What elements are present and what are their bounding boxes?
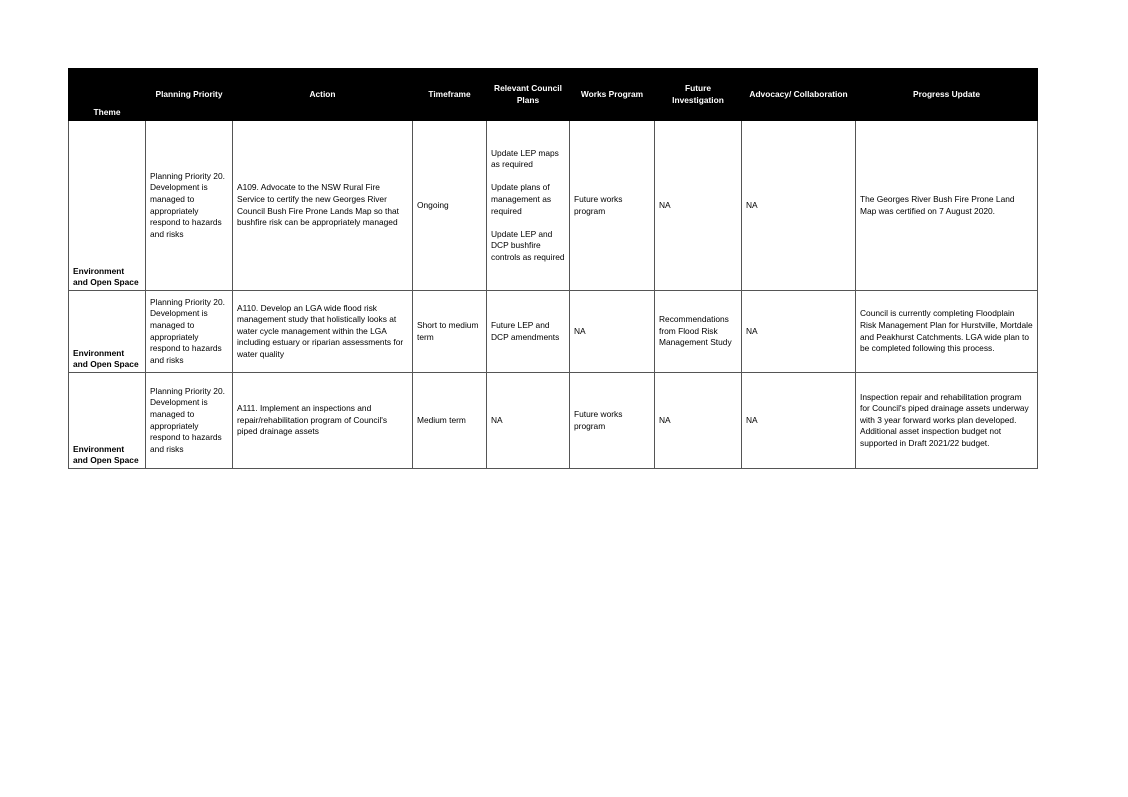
table-body xyxy=(69,121,1038,469)
advocacy-collaboration-cell: NA xyxy=(742,373,856,469)
relevant-council-plans-cell xyxy=(487,373,570,469)
header-future-investigation: Future Investigation xyxy=(655,69,742,121)
timeframe-cell: Ongoing xyxy=(413,121,487,291)
theme-cell: Environment and Open Space xyxy=(69,121,146,291)
progress-update-cell: The Georges River Bush Fire Prone Land Map was certified on 7 August 2020. xyxy=(856,121,1038,291)
header-progress-update: Progress Update xyxy=(856,69,1038,121)
header-planning-priority: Planning Priority xyxy=(146,69,233,121)
planning-priority-cell: Planning Priority 20. Development is managed to appropriately respond to hazards and risks xyxy=(146,373,233,469)
header-theme: Theme xyxy=(69,69,146,121)
plan-item: NA xyxy=(491,414,503,425)
header-relevant-council-plans: Relevant Council Plans xyxy=(487,69,570,121)
action-cell: A109. Advocate to the NSW Rural Fire Service to certify the new Georges River Council Bush Fire Prone Lands Map so that bushfire risk can be appropriately managed xyxy=(233,121,413,291)
council-action-plan-table xyxy=(68,68,1038,469)
table-row xyxy=(69,121,1038,291)
future-investigation-cell: NA xyxy=(655,121,742,291)
header-advocacy-collaboration: Advocacy/ Collaboration xyxy=(742,69,856,121)
planning-priority-cell: Planning Priority 20. Development is managed to appropriately respond to hazards and risks xyxy=(146,291,233,373)
works-program-cell: NA xyxy=(570,291,655,373)
action-cell: A110. Develop an LGA wide flood risk management study that holistically looks at water cycle management within the LGA including estuary or riparian assessments for water quality xyxy=(233,291,413,373)
table-header xyxy=(69,69,1038,121)
table-row xyxy=(69,373,1038,469)
theme-cell: Environment and Open Space xyxy=(69,373,146,469)
action-cell: A111. Implement an inspections and repair/rehabilitation program of Council's piped drainage assets xyxy=(233,373,413,469)
header-works-program: Works Program xyxy=(570,69,655,121)
advocacy-collaboration-cell: NA xyxy=(742,291,856,373)
relevant-council-plans-cell xyxy=(487,291,570,373)
header-row xyxy=(69,69,1038,121)
header-timeframe: Timeframe xyxy=(413,69,487,121)
plan-item: Update LEP maps as required xyxy=(491,147,559,170)
table-row xyxy=(69,291,1038,373)
timeframe-cell: Short to medium term xyxy=(413,291,487,373)
header-action: Action xyxy=(233,69,413,121)
future-investigation-cell: Recommendations from Flood Risk Management Study xyxy=(655,291,742,373)
works-program-cell: Future works program xyxy=(570,373,655,469)
relevant-council-plans-cell xyxy=(487,121,570,291)
works-program-cell: Future works program xyxy=(570,121,655,291)
timeframe-cell: Medium term xyxy=(413,373,487,469)
plan-item: Update LEP and DCP bushfire controls as required xyxy=(491,228,565,262)
future-investigation-cell: NA xyxy=(655,373,742,469)
planning-priority-cell: Planning Priority 20. Development is managed to appropriately respond to hazards and risks xyxy=(146,121,233,291)
plan-item: Future LEP and DCP amendments xyxy=(491,319,560,342)
plan-item: Update plans of management as required xyxy=(491,182,552,216)
theme-cell: Environment and Open Space xyxy=(69,291,146,373)
progress-update-cell: Council is currently completing Floodplain Risk Management Plan for Hurstville, Mortdale and Peakhurst Catchments. LGA wide plan to be completed following this process. xyxy=(856,291,1038,373)
advocacy-collaboration-cell: NA xyxy=(742,121,856,291)
progress-update-cell: Inspection repair and rehabilitation program for Council's piped drainage assets underway with 3 year forward works plan developed. Additional asset inspection budget not supported in Draft 2021/22 budget. xyxy=(856,373,1038,469)
